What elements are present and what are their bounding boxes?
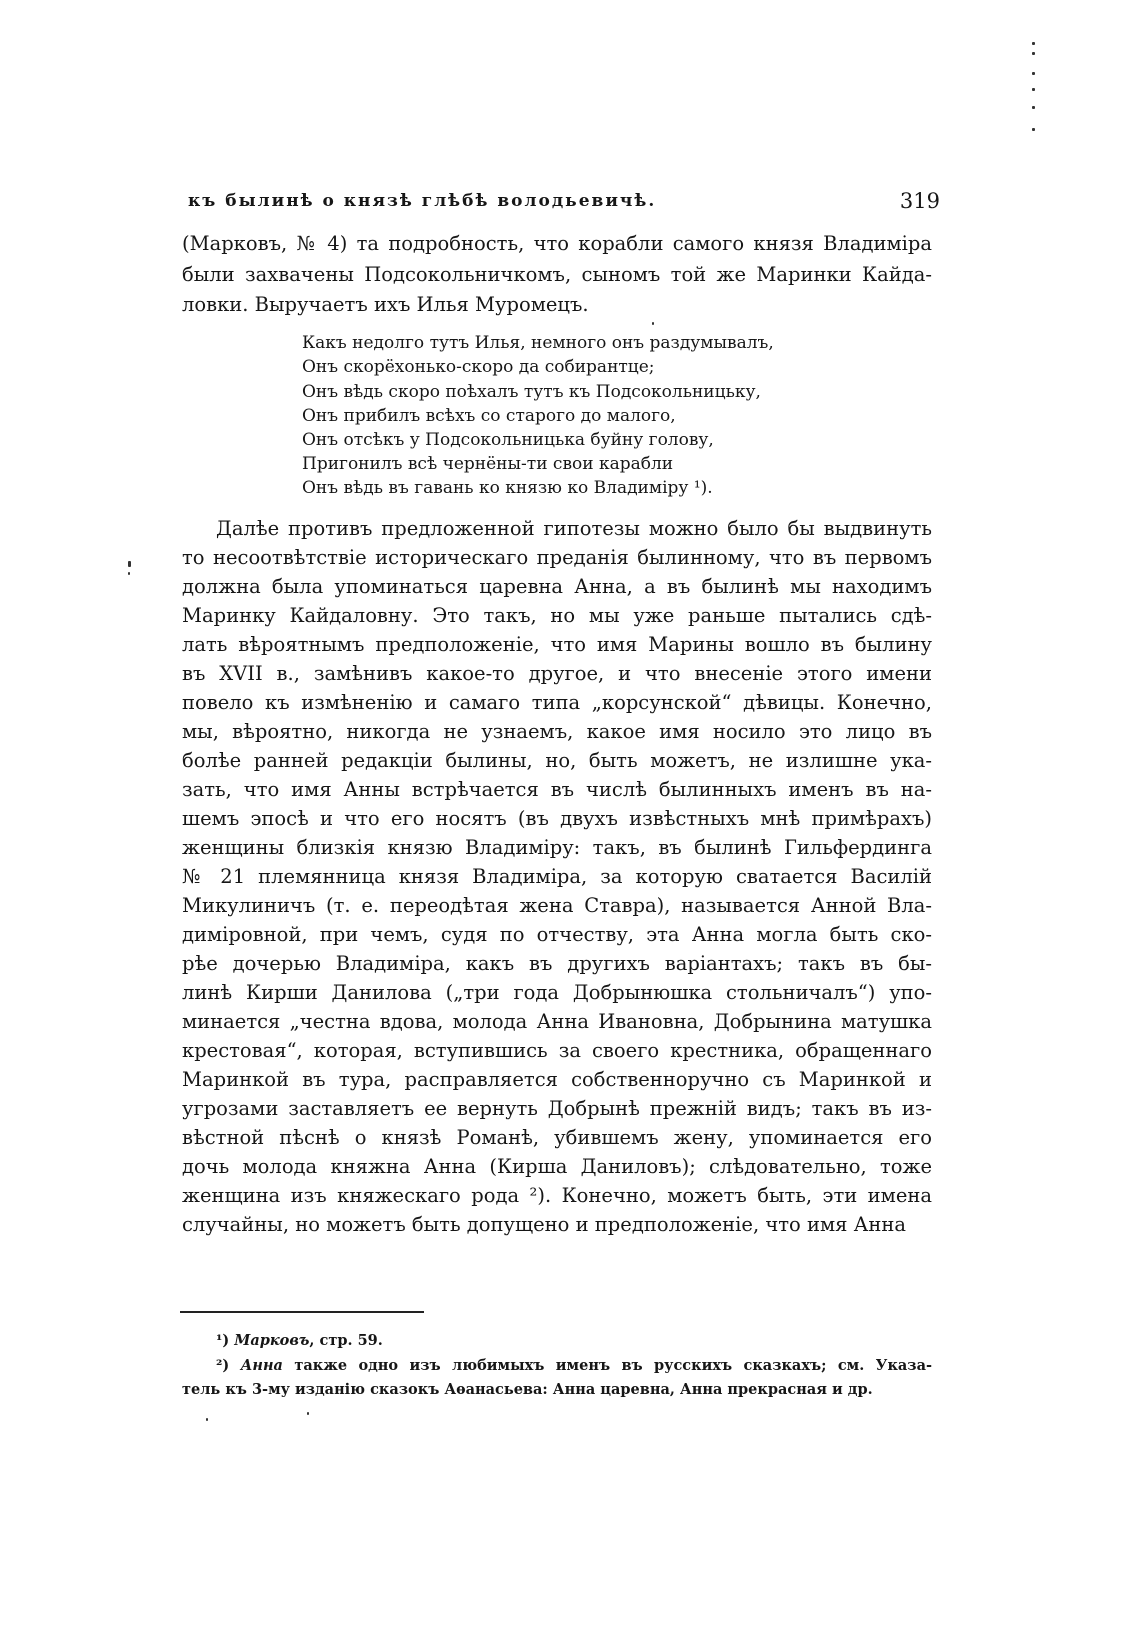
intro-line: (Марковъ, № 4) та подробность, что корабли самого князя Владиміра <box>182 232 932 255</box>
verse-line: Онъ вѣдь скоро поѣхалъ тутъ къ Подсокольницьку, <box>302 382 761 402</box>
body-line: то несоотвѣтствіе историческаго преданія былинному, что въ первомъ <box>182 546 932 569</box>
footnote-2-text: также одно изъ любимыхъ именъ въ русскихъ сказкахъ; см. Указа- <box>282 1357 932 1374</box>
body-line: въ XVII в., замѣнивъ какое-то другое, и что внесеніе этого имени <box>182 662 932 685</box>
footnote-2-author: Анна <box>240 1357 283 1374</box>
body-line: Маринкой въ тура, расправляется собственноручно съ Маринкой и <box>182 1068 932 1091</box>
page-number: 319 <box>899 189 940 213</box>
scan-speck <box>1032 106 1035 109</box>
scan-speck <box>1032 72 1035 75</box>
footnote-1-text: , стр. 59. <box>309 1332 383 1349</box>
body-line: должна была упоминаться царевна Анна, а въ былинѣ мы находимъ <box>182 575 932 598</box>
scan-speck <box>1032 88 1035 91</box>
body-line: Маринку Кайдаловну. Это такъ, но мы уже раньше пытались сдѣ- <box>182 604 932 627</box>
body-line: диміровной, при чемъ, судя по отчеству, эта Анна могла быть ско- <box>182 923 932 946</box>
running-title: къ былинѣ о князѣ глѣбѣ володьевичѣ. <box>188 191 657 211</box>
body-line: Микулиничъ (т. е. переодѣтая жена Ставра), называется Анной Вла- <box>182 894 932 917</box>
running-header <box>180 191 940 219</box>
footnote-1-author: Марковъ <box>234 1332 310 1349</box>
body-line: женщина изъ княжескаго рода ²). Конечно, можетъ быть, эти имена <box>182 1184 932 1207</box>
verse-line: Онъ скорёхонько-скоро да собирантце; <box>302 357 655 377</box>
verse-line: Онъ вѣдь въ гавань ко князю ко Владиміру ¹). <box>302 478 713 498</box>
scan-speck <box>206 1418 208 1421</box>
body-line: угрозами заставляетъ ее вернуть Добрынѣ прежній видъ; такъ въ из- <box>182 1097 932 1120</box>
body-line: линѣ Кирши Данилова („три года Добрынюшка стольничалъ“) упо- <box>182 981 932 1004</box>
body-line: вѣстной пѣснѣ о князѣ Романѣ, убившемъ жену, упоминается его <box>182 1126 932 1149</box>
scan-speck <box>652 322 654 325</box>
body-line: случайны, но можетъ быть допущено и предположеніе, что имя Анна <box>182 1213 907 1236</box>
intro-line: ловки. Выручаетъ ихъ Илья Муромецъ. <box>182 293 589 316</box>
intro-line: были захвачены Подсокольничкомъ, сыномъ той же Маринки Кайда- <box>182 263 932 286</box>
body-line: зать, что имя Анны встрѣчается въ числѣ былинныхъ именъ въ на- <box>182 778 932 801</box>
body-line: женщины близкія князю Владиміру: такъ, въ былинѣ Гильфердинга <box>182 836 932 859</box>
body-line: повело къ измѣненію и самаго типа „корсунской“ дѣвицы. Конечно, <box>182 691 932 714</box>
footnote-2 <box>182 1354 932 1378</box>
verse-line: Какъ недолго тутъ Илья, немного онъ раздумывалъ, <box>302 333 774 353</box>
verse-line: Онъ отсѣкъ у Подсокольницька буйну голову, <box>302 430 714 450</box>
footnote-separator <box>180 1311 424 1313</box>
body-line: Далѣе противъ предложенной гипотезы можно было бы выдвинуть <box>216 517 932 540</box>
scan-speck <box>128 572 130 575</box>
footnote-1-mark: ¹) <box>216 1332 230 1349</box>
body-line: крестовая“, которая, вступившись за своего крестника, обращеннаго <box>182 1039 932 1062</box>
body-line: болѣе ранней редакціи былины, но, быть можетъ, не излишне ука- <box>182 749 932 772</box>
body-line: лать вѣроятнымъ предположеніе, что имя Марины вошло въ былину <box>182 633 932 656</box>
body-line: минается „честна вдова, молода Анна Ивановна, Добрынина матушка <box>182 1010 932 1033</box>
body-line: шемъ эпосѣ и что его носятъ (въ двухъ извѣстныхъ мнѣ примѣрахъ) <box>182 807 932 830</box>
verse-line: Пригонилъ всѣ чернёны-ти свои карабли <box>302 454 674 474</box>
scan-speck <box>1032 52 1035 55</box>
body-line: рѣе дочерью Владиміра, какъ въ другихъ варіантахъ; такъ въ бы- <box>182 952 932 975</box>
scan-speck <box>128 561 131 567</box>
body-line: мы, вѣроятно, никогда не узнаемъ, какое имя носило это лицо въ <box>182 720 932 743</box>
body-line: дочь молода княжна Анна (Кирша Даниловъ); слѣдовательно, тоже <box>182 1155 932 1178</box>
verse-line: Онъ прибилъ всѣхъ со старого до малого, <box>302 406 676 426</box>
scan-speck <box>1032 42 1035 45</box>
scan-speck <box>307 1412 309 1415</box>
footnote-2-mark: ²) <box>216 1357 230 1374</box>
body-line: № 21 племянница князя Владиміра, за которую сватается Василій <box>182 865 932 888</box>
footnote-1 <box>182 1329 932 1353</box>
footnote-2-continuation: тель къ 3-му изданію сказокъ Аѳанасьева: Анна царевна, Анна прекрасная и др. <box>182 1381 873 1398</box>
scan-speck <box>1032 128 1035 131</box>
